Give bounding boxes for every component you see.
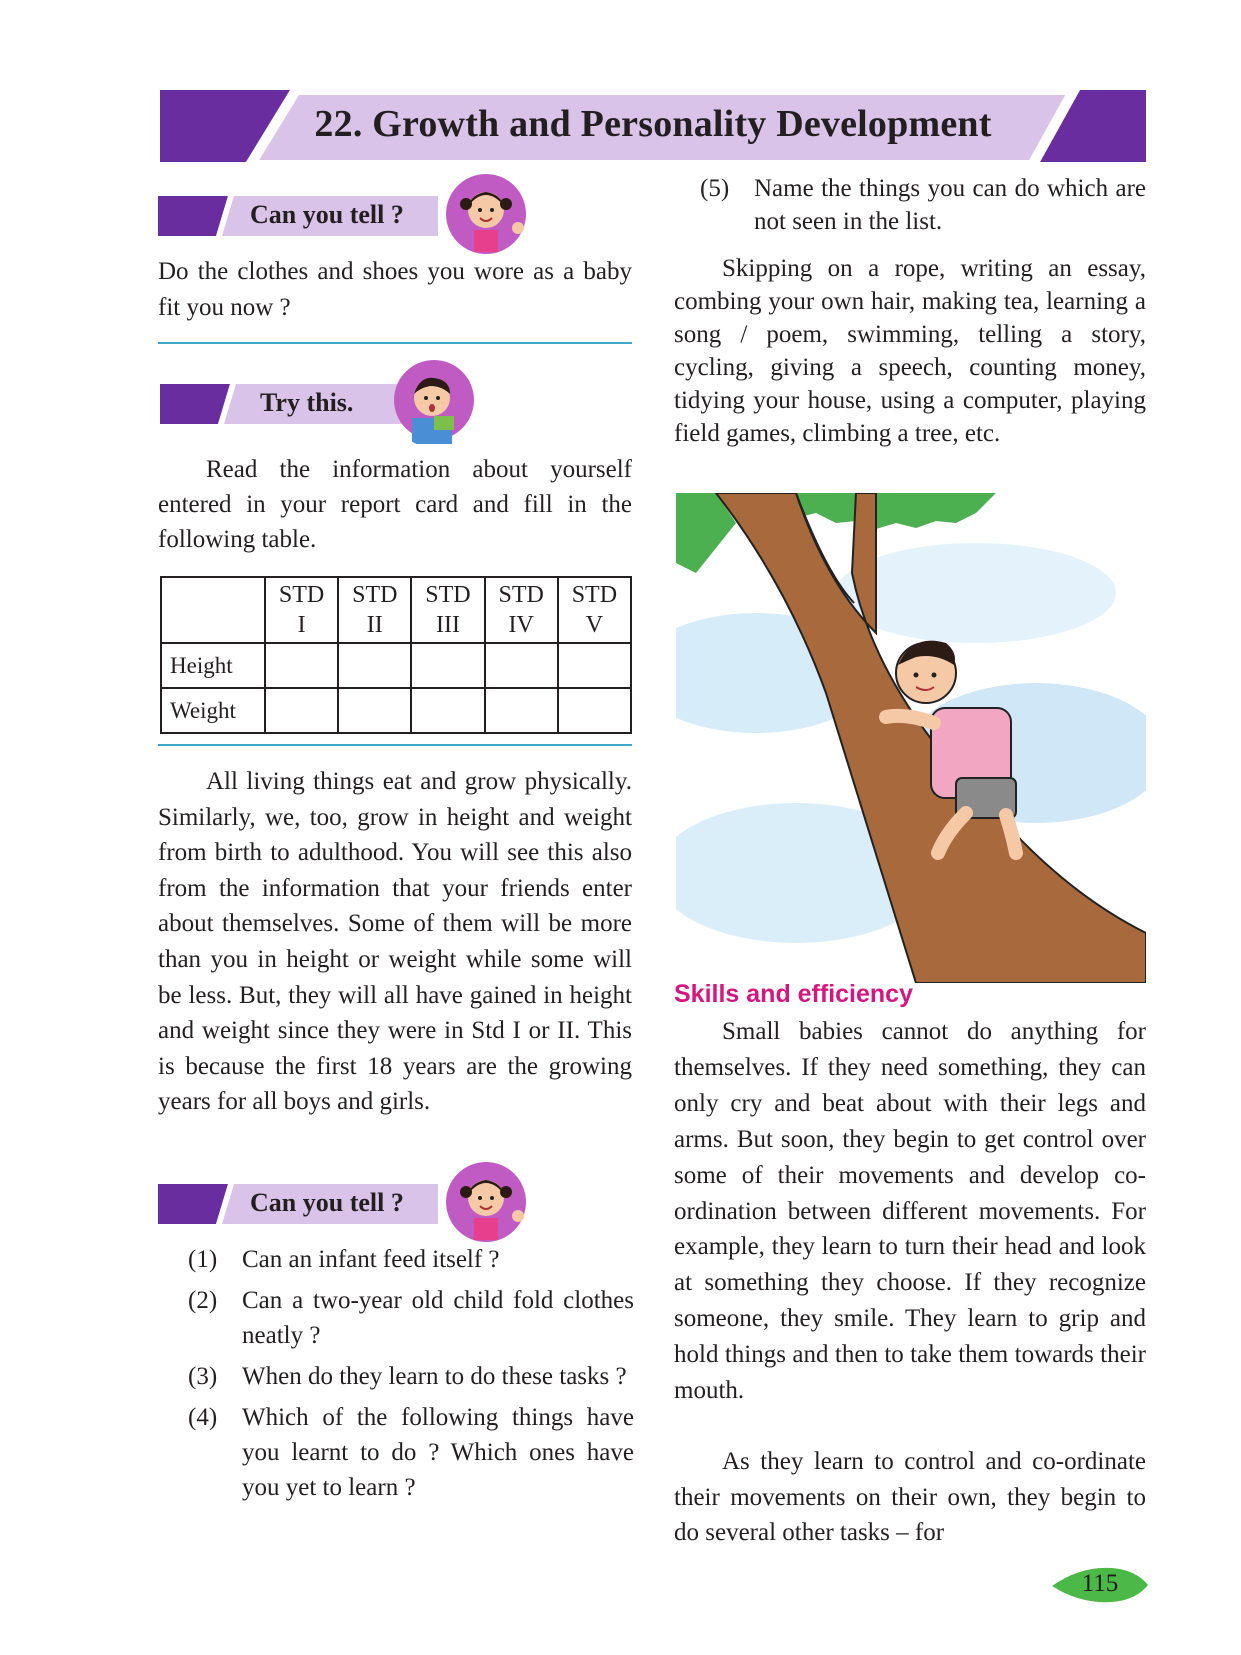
question-list	[188, 1242, 634, 1511]
girl-avatar-icon	[444, 1160, 530, 1246]
table-header-cell: STD V	[558, 577, 631, 643]
try-this-text: Read the information about yourself entered in your report card and fill in the following table.	[158, 456, 632, 553]
can-you-tell-label-1	[158, 196, 438, 236]
row-label-height: Height	[161, 643, 265, 688]
page-number-badge	[1050, 1566, 1150, 1604]
table-row	[161, 688, 631, 733]
table-corner-cell	[161, 577, 265, 643]
row-label-weight: Weight	[161, 688, 265, 733]
skills-list-paragraph: Skipping on a rope, writing an essay, combing your own hair, making tea, learning a song / poem, swimming, telling a story, cycling, giving a speech, counting money, tidying your house, using a computer, playing field games, climbing a tree, etc.	[674, 255, 1146, 447]
list-item: (5) Name the things you can do which are not seen in the list.	[700, 175, 1146, 235]
divider-2	[158, 744, 632, 746]
page-number: 115	[1081, 1570, 1119, 1597]
table-cell[interactable]	[265, 643, 338, 688]
list-item: (4) Which of the following things have you learnt to do ? Which ones have you yet to learn ?	[188, 1404, 634, 1501]
table-header-cell: STD III	[411, 577, 484, 643]
table-cell[interactable]	[265, 688, 338, 733]
intro-question: Do the clothes and shoes you wore as a baby fit you now ?	[158, 258, 632, 321]
table-header-row	[161, 577, 631, 643]
table-row	[161, 643, 631, 688]
can-you-tell-label-2	[158, 1184, 438, 1224]
table-cell[interactable]	[485, 643, 558, 688]
report-card-table	[160, 576, 632, 734]
skills-heading: Skills and efficiency	[674, 980, 913, 1008]
skills-paragraph-2: As they learn to control and co-ordinate their movements on their own, they begin to do several other tasks – for	[674, 1448, 1146, 1546]
chapter-title-banner	[160, 90, 1146, 162]
question-5	[700, 172, 1146, 244]
boy-climbing-tree-illustration	[676, 493, 1146, 983]
table-cell[interactable]	[558, 643, 631, 688]
skills-paragraph-1: Small babies cannot do anything for themselves. If they need something, they can only cry and beat about with their legs and arms. But soon, they begin to get control over some of their movements and develop co-ordination between different movements. For example, they learn to turn their head and look at something they choose. If they recognize someone, they smile. They learn to grip and hold things and then to take them towards their mouth.	[674, 1018, 1146, 1405]
growth-paragraph: All living things eat and grow physically. Similarly, we, too, grow in height and weight from birth to adulthood. You will see this also from the information that your friends enter about themselves. Some of them will be more than you in height or weight while some will be less. But, they will all have gained in height and weight since they were in Std I or II. This is because the first 18 years are the growing years for all boys and girls.	[158, 768, 632, 1116]
table-header-cell: STD IV	[485, 577, 558, 643]
table-cell[interactable]	[338, 643, 411, 688]
try-this-label	[160, 384, 404, 424]
list-item: (2) Can a two-year old child fold clothes neatly ?	[188, 1287, 634, 1349]
table-cell[interactable]	[411, 688, 484, 733]
table-header-cell: STD I	[265, 577, 338, 643]
list-item: (3) When do they learn to do these tasks ?	[188, 1363, 627, 1390]
table-cell[interactable]	[558, 688, 631, 733]
chapter-title: 22. Growth and Personality Development	[314, 103, 992, 145]
label-text: Can you tell ?	[250, 1188, 404, 1217]
girl-avatar-icon	[444, 172, 530, 258]
table-cell[interactable]	[338, 688, 411, 733]
list-item: (1) Can an infant feed itself ?	[188, 1246, 500, 1273]
label-text: Can you tell ?	[250, 200, 404, 229]
label-text: Try this.	[260, 388, 354, 417]
table-header-cell: STD II	[338, 577, 411, 643]
boy-avatar-icon	[390, 358, 480, 448]
table-cell[interactable]	[411, 643, 484, 688]
table-cell[interactable]	[485, 688, 558, 733]
divider-1	[158, 342, 632, 344]
